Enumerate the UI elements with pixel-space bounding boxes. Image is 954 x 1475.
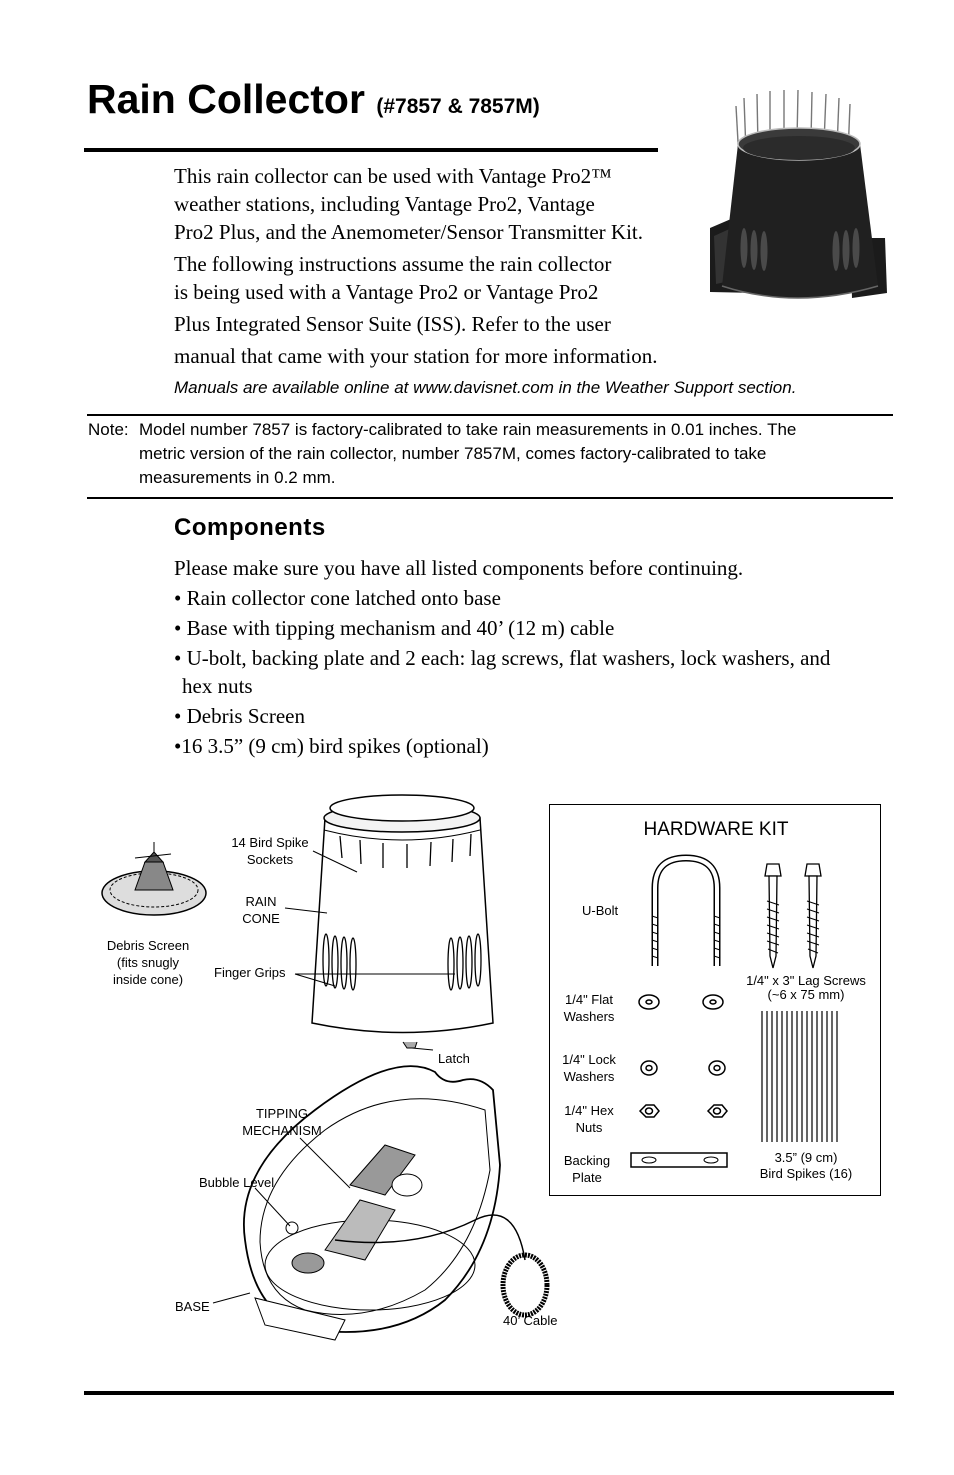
label-line: Washers [563,1009,615,1024]
note-top-rule [87,414,893,416]
tipping-mechanism-label [235,1105,329,1139]
bird-spikes-label [750,1150,862,1182]
title-rule [84,148,658,152]
note-bottom-rule [87,497,893,499]
component-item: •16 3.5” (9 cm) bird spikes (optional) [174,734,489,758]
debris-screen-label [98,937,198,988]
title-text: Rain Collector [87,76,365,122]
component-item: • Debris Screen [174,704,305,728]
finger-grips-label: Finger Grips [214,965,286,980]
rain-cone-drawing [312,795,493,1048]
lag-screws-label [740,974,872,1002]
lock-washers-label [555,1051,623,1085]
label-line: Sockets [246,852,294,867]
debris-screen-drawing [102,842,206,915]
intro-line: is being used with a Vantage Pro2 or Vantage Pro2 [174,280,599,304]
label-line: 1/4" Flat [565,992,613,1007]
rain-collector-illustration [700,88,890,310]
note-line: measurements in 0.2 mm. [139,468,336,487]
model-number: (#7857 & 7857M) [376,95,540,118]
rain-cone-label [236,893,286,927]
assembly-diagram [95,780,558,1350]
component-item: • Rain collector cone latched onto base [174,586,501,610]
component-item: • Base with tipping mechanism and 40’ (12 m) cable [174,616,615,640]
label-line: 1/4" Hex [564,1103,614,1118]
hex-nuts-label [555,1102,623,1136]
intro-line: Plus Integrated Sensor Suite (ISS). Refer to the user [174,312,611,336]
components-intro: Please make sure you have all listed components before continuing. [174,556,744,580]
page-title [87,76,540,123]
label-line: RAIN [245,894,277,909]
intro-line: The following instructions assume the rain collector [174,252,612,276]
label-line: 1/4" x 3" Lag Screws [746,973,866,988]
footer-rule [84,1391,894,1395]
note-label: Note: [88,420,129,439]
label-line: Bird Spikes (16) [759,1166,853,1181]
label-line: 3.5” (9 cm) [774,1150,838,1165]
note-line: Model number 7857 is factory-calibrated to take rain measurements in 0.01 inches. The [139,420,797,439]
component-item: • U-bolt, backing plate and 2 each: lag screws, flat washers, lock washers, and [174,646,831,670]
base-label: BASE [175,1299,210,1314]
note-line: metric version of the rain collector, number 7857M, comes factory-calibrated to take [139,444,767,463]
label-line: inside cone) [112,972,184,987]
label-line: Washers [563,1069,615,1084]
label-line: 14 Bird Spike [231,835,309,850]
intro-line: Pro2 Plus, and the Anemometer/Sensor Transmitter Kit. [174,220,643,244]
label-line: Debris Screen [106,938,190,953]
label-line: TIPPING [255,1106,308,1121]
backing-plate-label [555,1152,619,1186]
label-line: (~6 x 75 mm) [767,987,845,1002]
label-line: Nuts [575,1120,603,1135]
label-line: Plate [572,1170,602,1185]
label-line: MECHANISM [242,1123,322,1138]
intro-line: manual that came with your station for more information. [174,344,658,368]
label-line: Backing [563,1153,611,1168]
bubble-level-label: Bubble Level [199,1175,275,1190]
u-bolt-label: U-Bolt [582,903,619,918]
label-line: 1/4" Lock [562,1052,616,1067]
components-heading: Components [174,514,326,541]
intro-line: weather stations, including Vantage Pro2, Vantage [174,192,595,216]
intro-line: This rain collector can be used with Vantage Pro2™ [174,164,612,188]
label-line: CONE [242,911,280,926]
cable-label: 40’ Cable [503,1313,558,1328]
label-line: (fits snugly [116,955,180,970]
manuals-note: Manuals are available online at www.davisnet.com in the Weather Support section. [174,378,797,397]
flat-washers-label [555,991,623,1025]
hardware-kit-title: HARDWARE KIT [643,819,789,840]
component-item-continued: hex nuts [182,674,253,698]
latch-label: Latch [438,1051,470,1066]
bird-spike-sockets-label [225,834,315,868]
